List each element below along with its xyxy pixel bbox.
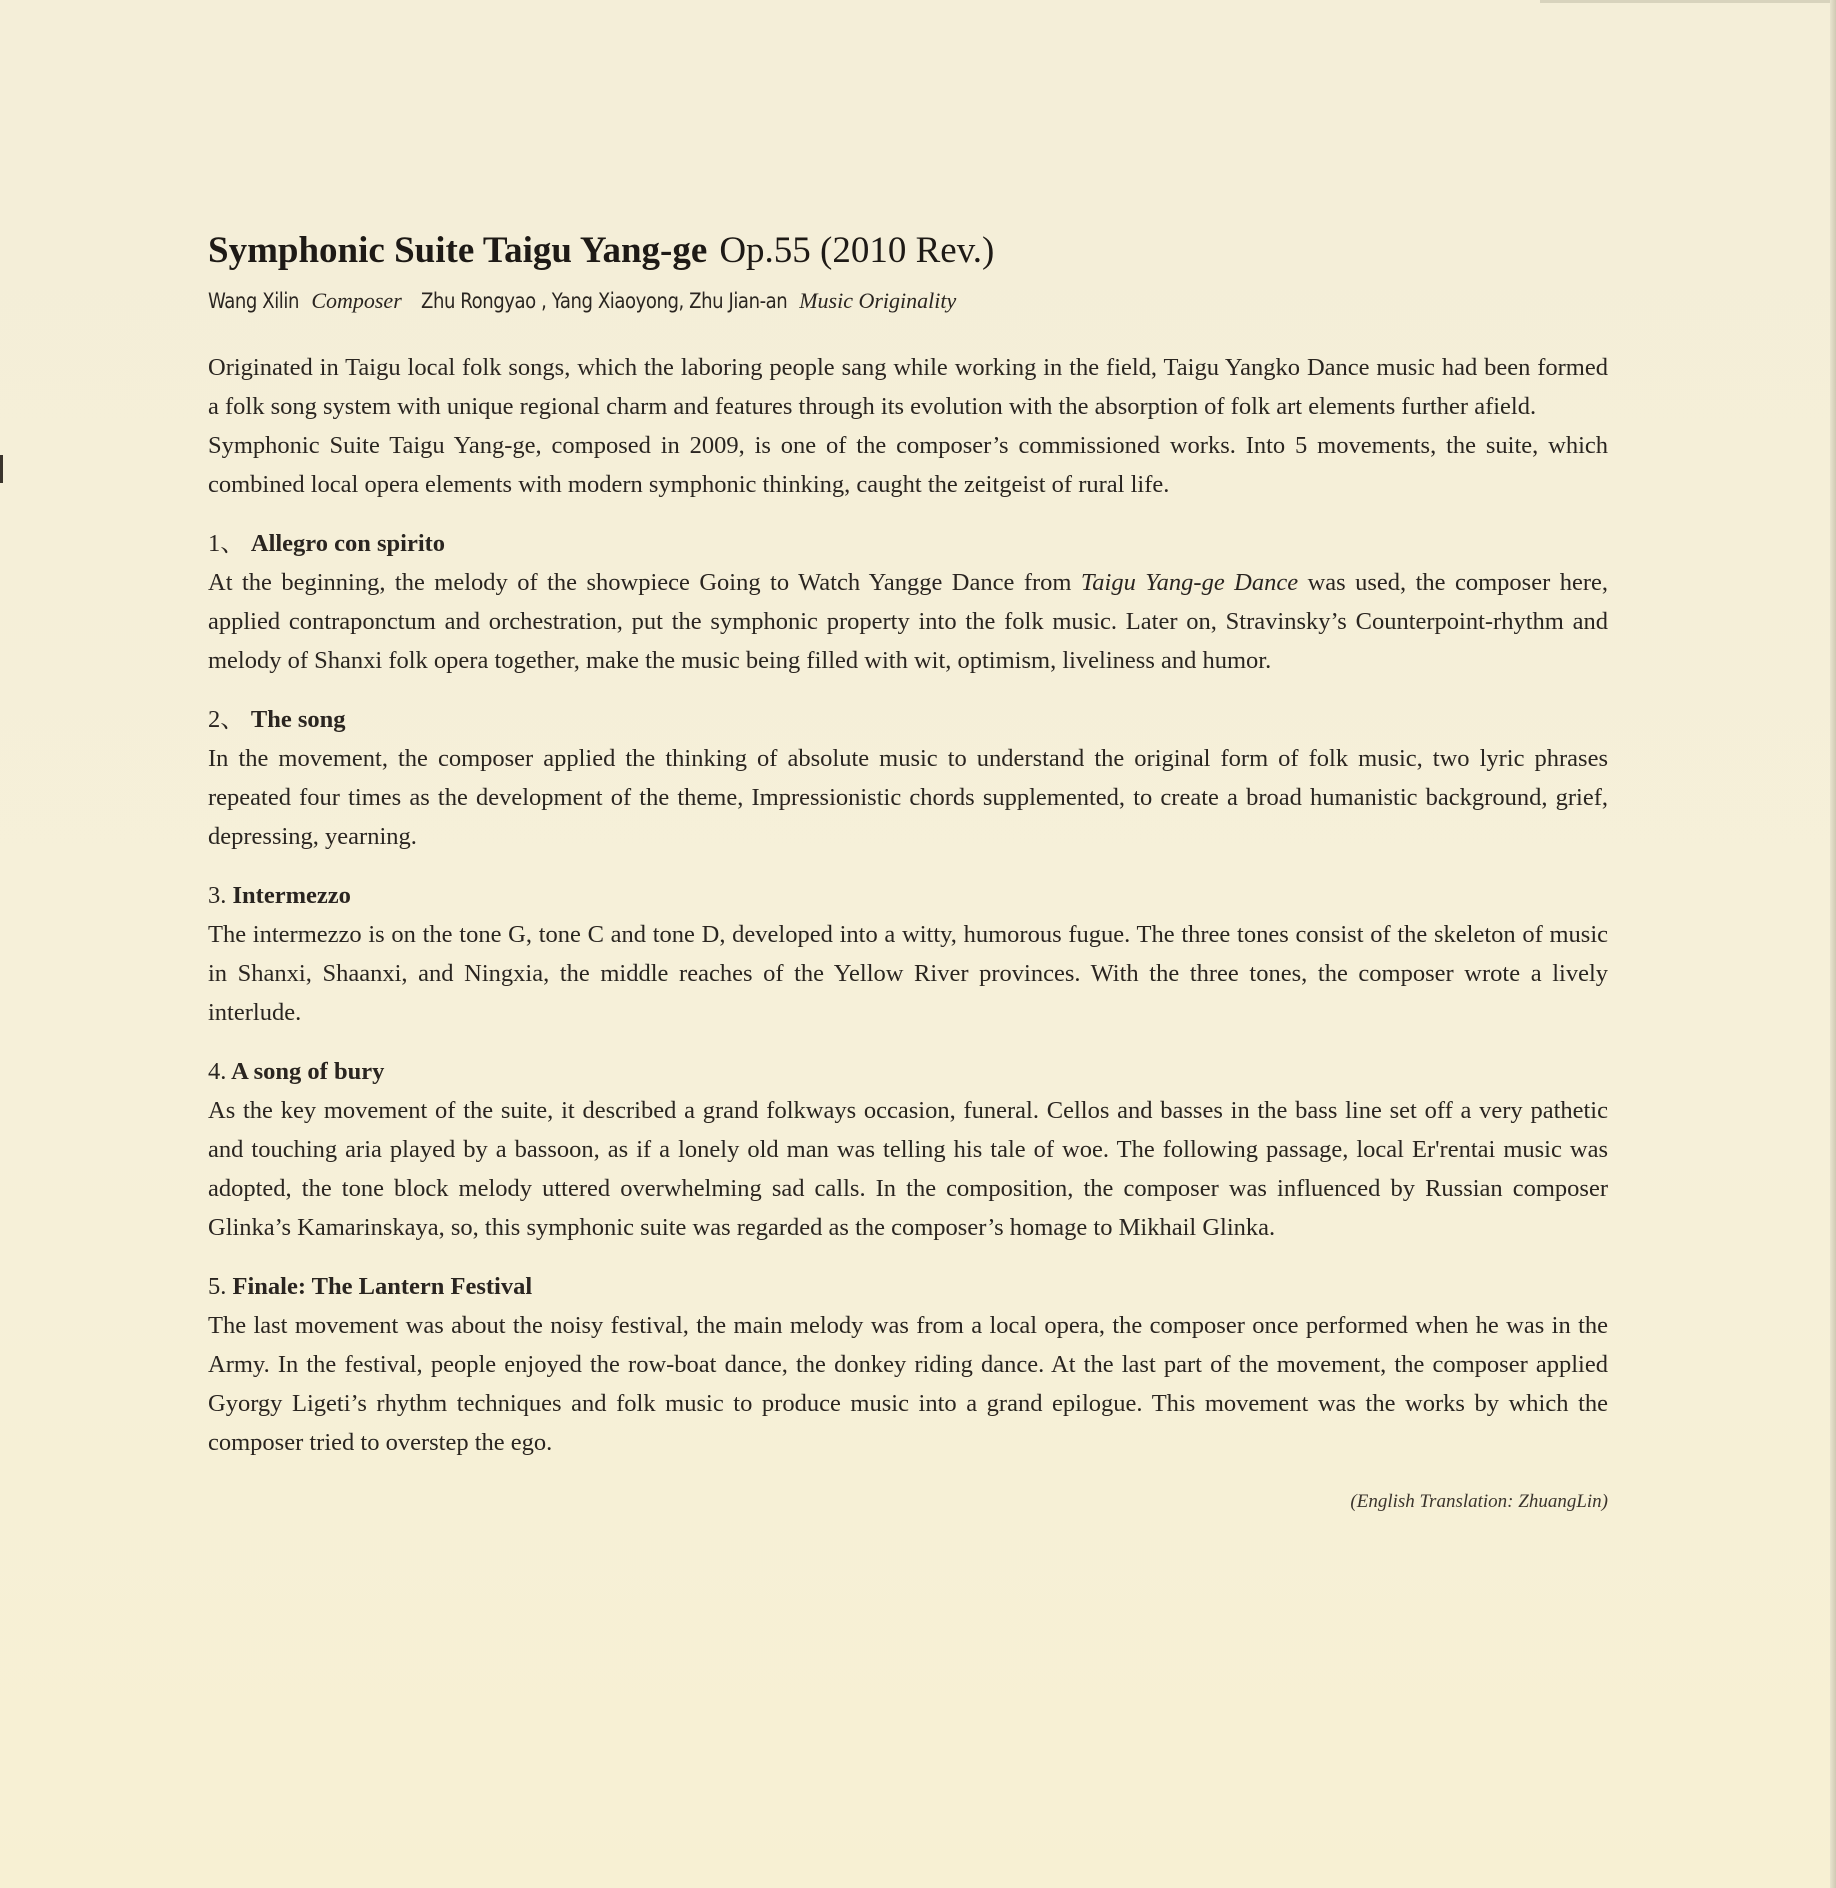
intro-paragraph-1: Originated in Taigu local folk songs, which the laboring people sang while working in the field, Taigu Yangko Dance music had been formed a folk song system with unique regional charm and features through its evolution with the absorption of folk art elements further afield.	[208, 354, 1608, 420]
movement-text: The last movement was about the noisy festival, the main melody was from a local opera, the composer once performed when he was in the Army. In the festival, people enjoyed the row-boat dance, the donkey riding dance. At the last part of the movement, the composer applied Gyorgy Ligeti’s rhythm techniques and folk music to produce music into a grand epilogue. This movement was the works by which the composer tried to overstep the ego.	[208, 1312, 1608, 1456]
page-title	[208, 225, 1608, 277]
movement-heading	[208, 700, 1608, 739]
margin-mark	[0, 455, 3, 483]
movement-2	[208, 700, 1608, 856]
movement-title: Allegro con spirito	[250, 530, 446, 557]
movement-number: 3.	[208, 882, 227, 909]
movement-number: 2、	[208, 706, 245, 733]
movement-3	[208, 876, 1608, 1032]
movement-heading	[208, 1267, 1608, 1306]
page-right-edge	[1830, 0, 1836, 1888]
composer-name: Wang Xilin	[208, 289, 299, 313]
movement-text: The intermezzo is on the tone G, tone C and tone D, developed into a witty, humorous fugue. The three tones consist of the skeleton of music in Shanxi, Shaanxi, and Ningxia, the middle reaches of the Yellow River provinces. With the three tones, the composer wrote a lively interlude.	[208, 921, 1608, 1026]
movement-text	[208, 563, 1608, 680]
movement-text-part: At the beginning, the melody of the showpiece Going to Watch Yangge Dance from	[208, 569, 1081, 596]
movement-title: Finale: The Lantern Festival	[232, 1273, 533, 1300]
title-opus: Op.55 (2010 Rev.)	[719, 230, 995, 271]
title-main: Symphonic Suite Taigu Yang-ge	[208, 230, 708, 271]
movement-number: 5.	[208, 1273, 227, 1300]
movement-text: As the key movement of the suite, it described a grand folkways occasion, funeral. Cellos and basses in the bass line set off a very pathetic and touching aria played by a bassoon, as if a lonely old man was telling his tale of woe. The following passage, local Er'rentai music was adopted, the tone block melody uttered overwhelming sad calls. In the composition, the composer was influenced by Russian composer Glinka’s Kamarinskaya, so, this symphonic suite was regarded as the composer’s homage to Mikhail Glinka.	[208, 1097, 1608, 1241]
intro-paragraph-2: Symphonic Suite Taigu Yang-ge, composed in 2009, is one of the composer’s commissioned works. Into 5 movements, the suite, which combined local opera elements with modern symphonic thinking, caught the zeitgeist of rural life.	[208, 432, 1608, 498]
movement-heading	[208, 876, 1608, 915]
movement-heading	[208, 1052, 1608, 1091]
movement-title: Intermezzo	[232, 882, 351, 909]
movement-text-part: was used, the composer here, applied contraponctum and orchestration, put the symphonic property into the folk music. Later on, Stravinsky’s Counterpoint-rhythm and melody of Shanxi folk opera together, make the music being filled with wit, optimism, liveliness and humor.	[208, 569, 1608, 674]
movement-text-italic: Taigu Yang-ge Dance	[1080, 569, 1299, 596]
movement-title: The song	[250, 706, 346, 733]
movement-heading	[208, 524, 1608, 563]
composer-role: Composer	[311, 288, 402, 313]
originality-names: Zhu Rongyao , Yang Xiaoyong, Zhu Jian-an	[421, 289, 788, 313]
originality-role: Music Originality	[799, 288, 957, 313]
translation-credit: (English Translation: ZhuangLin)	[1350, 1491, 1608, 1512]
movement-5	[208, 1267, 1608, 1462]
movement-4	[208, 1052, 1608, 1247]
movement-number: 4.	[208, 1058, 227, 1085]
credits-line	[208, 281, 1608, 321]
movement-1	[208, 524, 1608, 680]
page-top-edge	[1540, 0, 1836, 3]
document-body	[208, 225, 1608, 1517]
movement-title: A song of bury	[231, 1058, 385, 1085]
movement-text: In the movement, the composer applied the thinking of absolute music to understand the original form of folk music, two lyric phrases repeated four times as the development of the theme, Impressionistic chords supplemented, to create a broad humanistic background, grief, depressing, yearning.	[208, 745, 1608, 850]
movement-number: 1、	[208, 530, 245, 557]
